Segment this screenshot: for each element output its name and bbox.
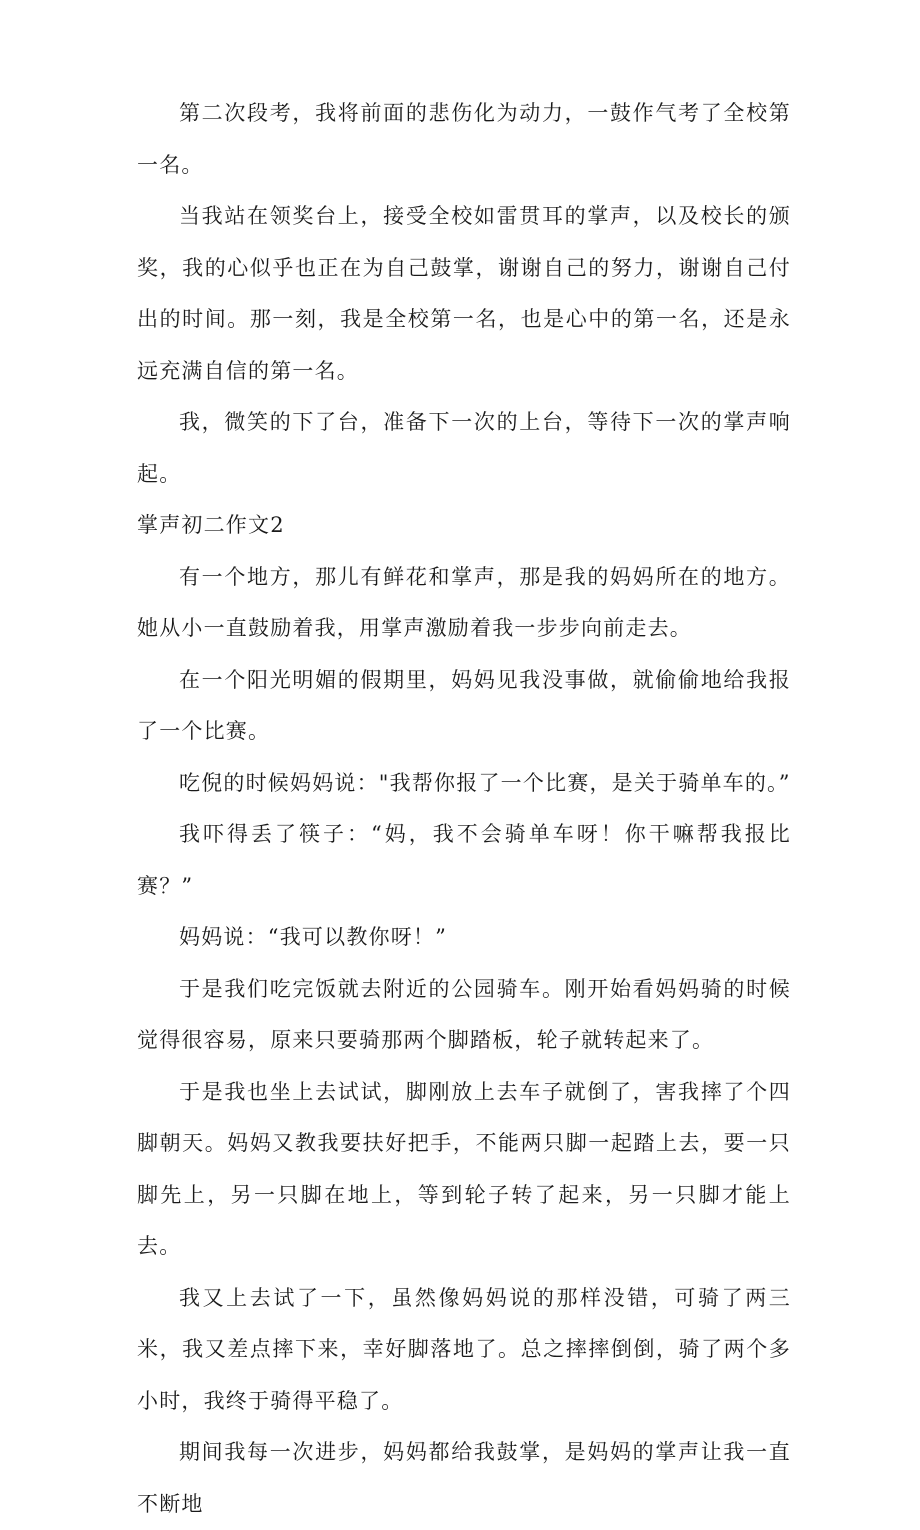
paragraph: 我，微笑的下了台，准备下一次的上台，等待下一次的掌声响起。 <box>137 410 791 486</box>
paragraph: 第二次段考，我将前面的悲伤化为动力，一鼓作气考了全校第一名。 <box>137 101 791 177</box>
paragraph: 妈妈说：“我可以教你呀！” <box>179 925 448 949</box>
paragraph: 我又上去试了一下，虽然像妈妈说的那样没错，可骑了两三米，我又差点摔下来，幸好脚落地了。总之摔摔倒倒，骑了两个多小时，我终于骑得平稳了。 <box>137 1285 791 1413</box>
paragraph: 吃倪的时候妈妈说："我帮你报了一个比赛，是关于骑单车的。” <box>179 770 791 795</box>
paragraph: 我吓得丢了筷子：“妈，我不会骑单车呀！你干嘛帮我报比赛？” <box>137 822 791 898</box>
paragraph: 于是我也坐上去试试，脚刚放上去车子就倒了，害我摔了个四脚朝天。妈妈又教我要扶好把手，不能两只脚一起踏上去，要一只脚先上，另一只脚在地上，等到轮子转了起来，另一只脚才能上去。 <box>137 1079 791 1258</box>
essay-title: 掌声初二作文2 <box>137 513 285 537</box>
essay-body <box>137 88 791 1530</box>
paragraph: 于是我们吃完饭就去附近的公园骑车。刚开始看妈妈骑的时候觉得很容易，原来只要骑那两个脚踏板，轮子就转起来了。 <box>137 976 791 1052</box>
paragraph: 期间我每一次进步，妈妈都给我鼓掌，是妈妈的掌声让我一直不断地 <box>137 1440 791 1516</box>
paragraph: 有一个地方，那儿有鲜花和掌声，那是我的妈妈所在的地方。她从小一直鼓励着我，用掌声激励着我一步步向前走去。 <box>137 564 791 640</box>
paragraph: 在一个阳光明媚的假期里，妈妈见我没事做，就偷偷地给我报了一个比赛。 <box>137 667 791 743</box>
paragraph: 当我站在领奖台上，接受全校如雷贯耳的掌声，以及校长的颁奖，我的心似乎也正在为自己鼓掌，谢谢自己的努力，谢谢自己付出的时间。那一刻，我是全校第一名，也是心中的第一名，还是永远充满自信的第一名。 <box>137 204 791 383</box>
